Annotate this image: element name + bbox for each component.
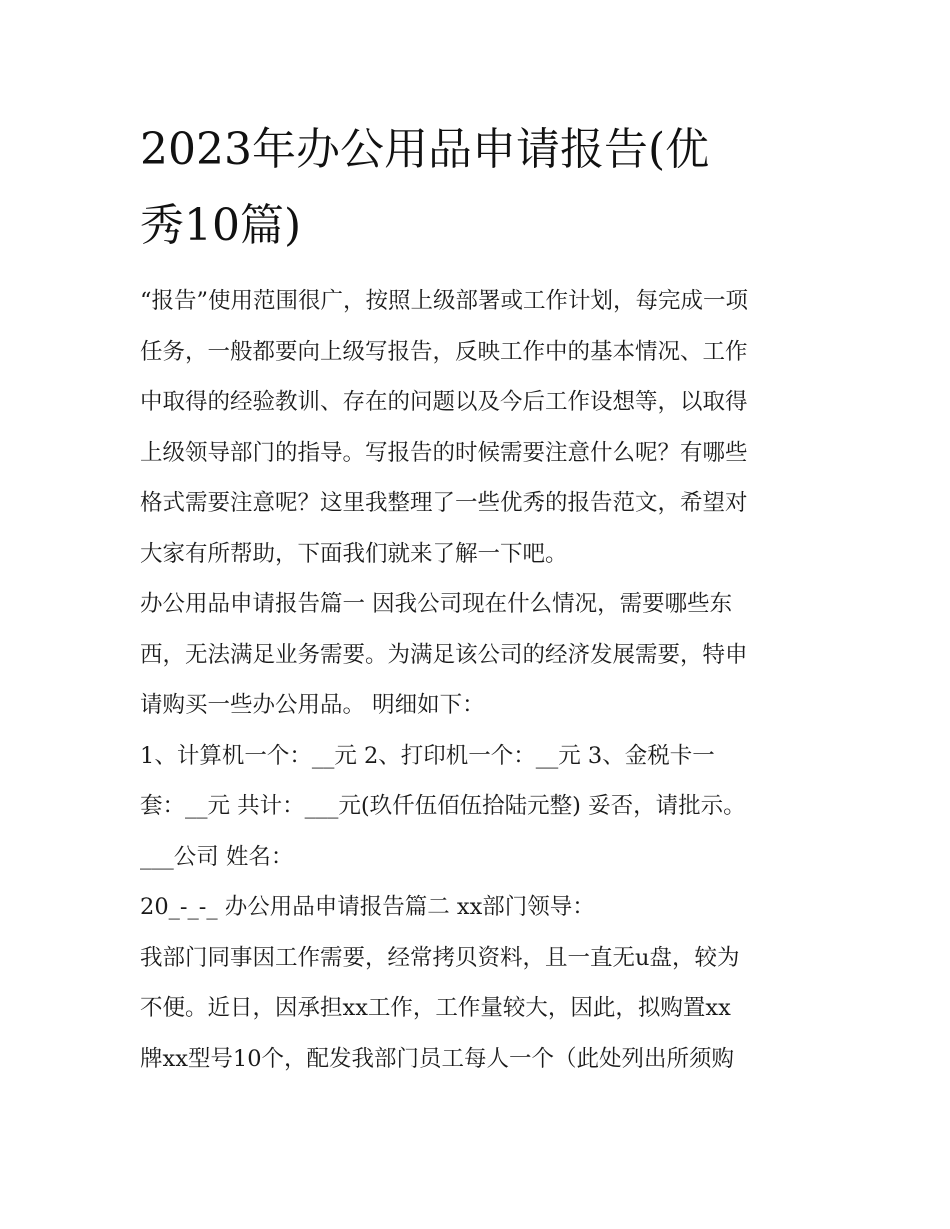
body-line: 格式需要注意呢？这里我整理了一些优秀的报告范文，希望对 xyxy=(140,490,748,516)
body-line: 我部门同事因工作需要，经常拷贝资料，且一直无u盘，较为 xyxy=(140,944,740,971)
title-line: 2023年办公用品申请报告(优 xyxy=(140,124,710,175)
body-line: 牌xx型号10个，配发我部门员工每人一个（此处列出所须购 xyxy=(140,1045,735,1072)
body-line: 套：__元 共计：___元(玖仟伍佰伍拾陆元整) 妥否，请批示。 xyxy=(140,793,746,819)
body-line: 1、计算机一个：__元 2、打印机一个：__元 3、金税卡一 xyxy=(140,742,715,769)
body-line: 任务，一般都要向上级写报告，反映工作中的基本情况、工作 xyxy=(140,338,748,365)
document-title xyxy=(140,112,820,264)
body-line: 西，无法满足业务需要。为满足该公司的经济发展需要，特申 xyxy=(140,641,748,668)
body-line: 上级领导部门的指导。写报告的时候需要注意什么呢？有哪些 xyxy=(140,439,748,466)
body-line: 中取得的经验教训、存在的问题以及今后工作设想等，以取得 xyxy=(140,389,748,415)
body-line: ___公司 姓名： xyxy=(140,843,294,870)
body-line: 大家有所帮助，下面我们就来了解一下吧。 xyxy=(140,540,568,567)
body-line: 请购买一些办公用品。 明细如下： xyxy=(140,692,485,718)
body-line: 20_-_-_ 办公用品申请报告篇二 xx部门领导： xyxy=(140,894,595,920)
document-body xyxy=(140,276,830,1084)
body-line: “报告”使用范围很广，按照上级部署或工作计划，每完成一项 xyxy=(140,288,749,314)
body-line: 不便。近日，因承担xx工作，工作量较大，因此，拟购置xx xyxy=(140,995,731,1021)
body-line: 办公用品申请报告篇一 因我公司现在什么情况，需要哪些东 xyxy=(140,591,733,617)
title-line: 秀10篇) xyxy=(140,200,302,251)
